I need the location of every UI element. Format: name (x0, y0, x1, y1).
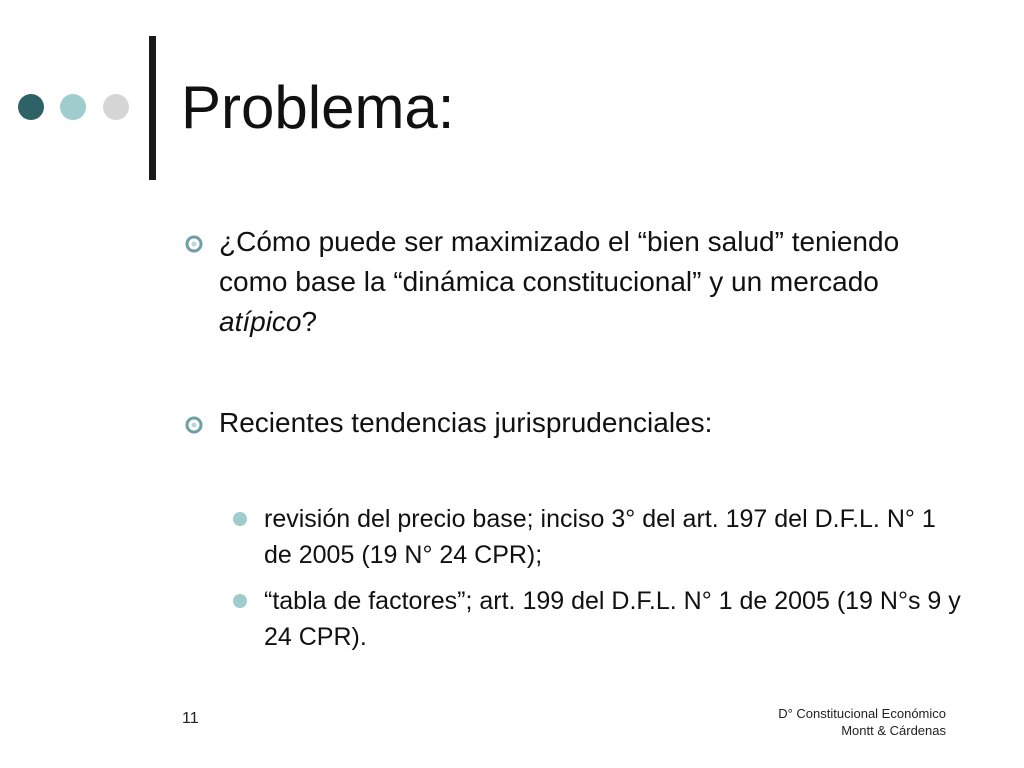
footer (778, 705, 946, 739)
decoration-dot-teal (60, 94, 86, 120)
ring-bullet-icon (184, 415, 204, 435)
title-divider (149, 36, 156, 180)
bullet-trends: Recientes tendencias jurisprudenciales: (219, 407, 713, 438)
ring-bullet-icon (184, 234, 204, 254)
bullet-question-end: ? (301, 306, 318, 337)
sub-bullet-precio-base: revisión del precio base; inciso 3° del art. 197 del D.F.L. N° 1 de 2005 (19 N° 24 CPR); (264, 505, 936, 569)
slide-number: 11 (182, 710, 199, 727)
bullet-question-text: ¿Cómo puede ser maximizado el “bien salud” teniendo como base la “dinámica constitucional” y un mercado (219, 226, 900, 297)
sub-bullet-dot-icon (233, 512, 247, 526)
bullet-question-italic: atípico (219, 306, 302, 337)
footer-course: D° Constitucional Económico (778, 706, 946, 721)
footer-authors: Montt & Cárdenas (841, 723, 946, 738)
sub-bullet-tabla-factores: “tabla de factores”; art. 199 del D.F.L. N° 1 de 2005 (19 N°s 9 y 24 CPR). (264, 587, 961, 651)
decoration-dot-gray (103, 94, 129, 120)
decoration-dot-dark (18, 94, 44, 120)
sub-bullet-dot-icon (233, 594, 247, 608)
bullet-question (219, 222, 959, 342)
slide-title: Problema: (181, 74, 455, 141)
